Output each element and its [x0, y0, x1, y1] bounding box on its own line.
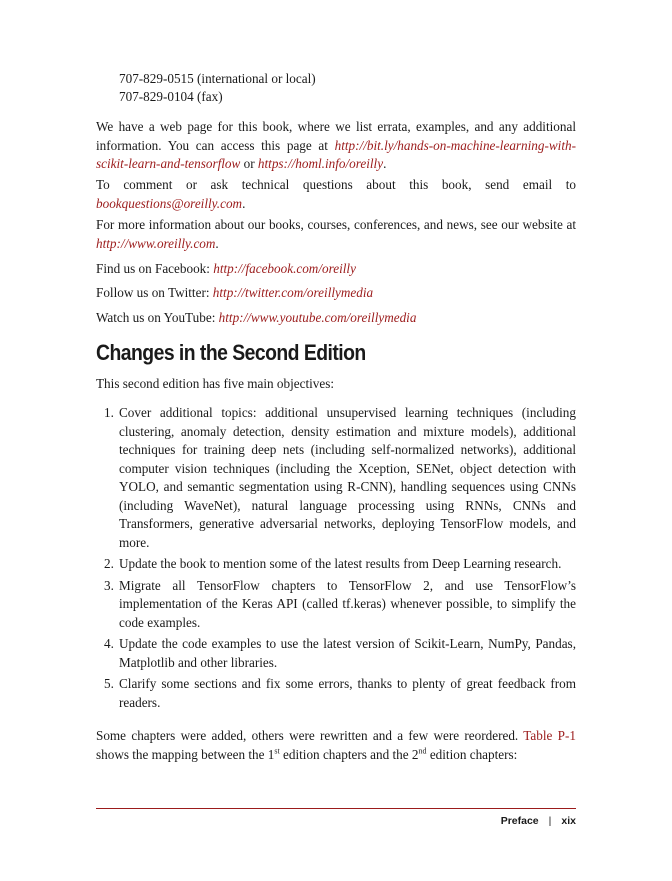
- contact-block: [119, 70, 316, 106]
- list-item: [96, 555, 576, 574]
- twitter-label: Follow us on Twitter:: [96, 285, 213, 300]
- closing-text-2: shows the mapping between the 1: [96, 746, 275, 762]
- closing-text-1: Some chapters were added, others were rewritten and a few were reordered.: [96, 728, 524, 743]
- youtube-paragraph: [96, 309, 576, 328]
- list-item-number: 2.: [104, 556, 114, 571]
- section-intro: This second edition has five main objectives:: [96, 376, 335, 391]
- closing-text-3: edition chapters and the 2: [279, 746, 419, 762]
- comment-text-2: .: [242, 195, 246, 211]
- comment-text-1: To comment or ask technical questions about this book, send email to: [96, 177, 576, 192]
- objectives-list: [96, 404, 576, 715]
- comment-paragraph: [96, 176, 576, 213]
- list-item-number: 4.: [104, 636, 114, 651]
- list-item-number: 5.: [104, 676, 114, 691]
- list-item-text: Update the book to mention some of the latest results from Deep Learning research.: [119, 556, 562, 571]
- list-item-number: 1.: [104, 405, 114, 420]
- more-info-paragraph: [96, 216, 576, 253]
- phone-international: 707-829-0515 (international or local): [119, 71, 316, 86]
- list-item: [96, 404, 576, 552]
- twitter-paragraph: [96, 284, 576, 303]
- list-item-text: Cover additional topics: additional unsupervised learning techniques (including clustering, anomaly detection, density estimation and mixture models), additional techniques for training deep nets (including self-normalized networks), additional computer vision techniques (including the Xception, SENet, object detection with YOLO, and semantic segmentation using R-CNN), handling sequences using CNNs (including WaveNet), natural language processing using RNNs, CNNs and Transformers, generative adversarial networks, deploying TensorFlow models, and more.: [119, 405, 576, 550]
- oreilly-website-link[interactable]: http://www.oreilly.com: [96, 235, 216, 251]
- web-page-text-2: or: [240, 156, 258, 171]
- web-page-text-3: .: [383, 156, 387, 171]
- footer-section-name: Preface: [500, 815, 539, 827]
- homl-link[interactable]: https://homl.info/oreilly: [257, 156, 384, 171]
- page-footer: [501, 815, 576, 827]
- list-item: [96, 577, 576, 633]
- facebook-link[interactable]: http://facebook.com/oreilly: [213, 261, 356, 276]
- bookquestions-email-link[interactable]: bookquestions@oreilly.com: [96, 195, 243, 211]
- page-number: xix: [561, 815, 576, 827]
- phone-fax: 707-829-0104 (fax): [119, 89, 223, 104]
- first-ordinal-suffix: st: [274, 746, 280, 756]
- list-item: [96, 635, 576, 672]
- more-info-text-2: .: [215, 235, 219, 251]
- youtube-label: Watch us on YouTube:: [96, 310, 219, 325]
- table-p1-xref-link[interactable]: Table P-1: [523, 728, 576, 743]
- footer-rule: [96, 808, 576, 809]
- facebook-label: Find us on Facebook:: [96, 261, 214, 276]
- list-item-text: Update the code examples to use the latest version of Scikit-Learn, NumPy, Pandas, Matplotlib and other libraries.: [119, 636, 576, 670]
- twitter-link[interactable]: http://twitter.com/oreillymedia: [212, 285, 374, 300]
- book-web-page-link[interactable]: http://bit.ly/hands-on-machine-learning-with-scikit-learn-and-tensorflow: [96, 137, 576, 171]
- footer-separator: |: [548, 815, 552, 827]
- facebook-paragraph: [96, 260, 576, 279]
- closing-text-4: edition chapters:: [426, 746, 518, 762]
- section-heading: Changes in the Second Edition: [96, 340, 366, 365]
- list-item: [96, 675, 576, 712]
- web-page-paragraph: [96, 118, 576, 174]
- web-page-text-1: We have a web page for this book, where we list errata, examples, and any additional information. You can access this page at: [96, 119, 576, 153]
- list-item-text: Migrate all TensorFlow chapters to TensorFlow 2, and use TensorFlow’s implementation of the Keras API (called tf.keras) whenever possible, to simplify the code examples.: [119, 577, 576, 630]
- closing-paragraph: [96, 727, 576, 764]
- list-item-number: 3.: [104, 577, 114, 593]
- list-item-text: Clarify some sections and fix some errors, thanks to plenty of great feedback from readers.: [119, 676, 576, 710]
- more-info-text-1: For more information about our books, courses, conferences, and news, see our website at: [96, 217, 576, 232]
- youtube-link[interactable]: http://www.youtube.com/oreillymedia: [218, 310, 417, 325]
- second-ordinal-suffix: nd: [418, 746, 427, 756]
